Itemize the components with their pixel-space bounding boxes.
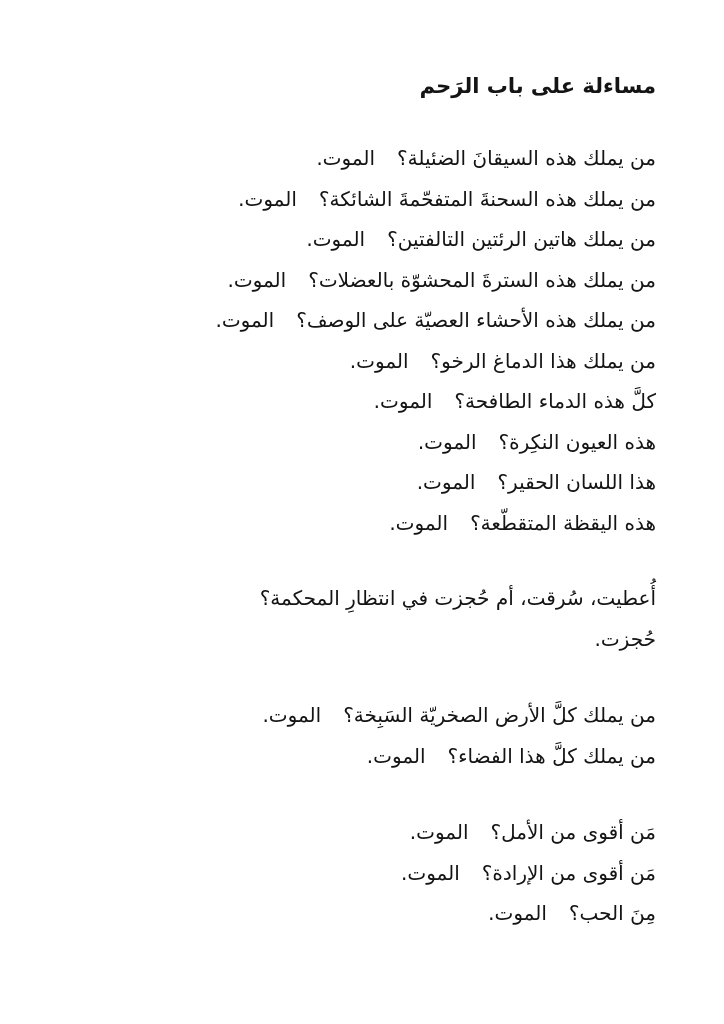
- verse-question: من يملك هذا الدماغ الرخو؟: [430, 348, 656, 373]
- verse-answer: الموت.: [389, 510, 449, 535]
- verse-line: [215, 503, 656, 544]
- verse-question: من يملك هذه السيقانَ الضئيلة؟: [397, 146, 656, 170]
- verse-line: [215, 422, 656, 463]
- verse-answer: الموت.: [417, 429, 477, 454]
- verse-question: من يملك هذه الأحشاء العصيّة على الوصف؟: [296, 308, 656, 332]
- verse-line: [401, 812, 656, 853]
- verse-line: [215, 341, 656, 382]
- verse-question: من يملك هاتين الرئتين التالفتين؟: [387, 227, 656, 251]
- stanza-1: [215, 138, 656, 543]
- verse-answer: الموت.: [316, 146, 376, 170]
- verse-question: مِنَ الحب؟: [568, 901, 656, 925]
- verse-answer: الموت.: [488, 901, 547, 925]
- verse-line: [215, 300, 656, 341]
- verse-answer: الموت.: [366, 743, 426, 768]
- verse-answer: الموت.: [349, 348, 409, 373]
- verse-answer: الموت.: [306, 227, 366, 251]
- verse-answer: الموت.: [401, 860, 460, 885]
- verse-question: هذا اللسان الحقير؟: [497, 470, 656, 494]
- verse-line: [215, 260, 656, 301]
- verse-line: [401, 893, 656, 934]
- verse-line: [262, 736, 656, 777]
- verse-line: [215, 219, 656, 260]
- verse-question: مَن أقوى من الأمل؟: [490, 820, 656, 844]
- verse-line: [401, 853, 656, 894]
- verse-answer: الموت.: [262, 703, 322, 727]
- stanza-3: [262, 695, 656, 776]
- verse-line: [215, 381, 656, 422]
- stanza-2: [260, 578, 656, 659]
- verse-answer: الموت.: [409, 820, 469, 844]
- poem-title: مساءلة على باب الرَحم: [419, 74, 656, 98]
- verse-question: من يملك كلَّ هذا الفضاء؟: [447, 743, 656, 768]
- stanza-4: [401, 812, 656, 934]
- verse-line: [215, 179, 656, 220]
- verse-answer: الموت.: [227, 267, 287, 292]
- verse-answer: الموت.: [416, 470, 476, 494]
- verse-line: [215, 138, 656, 179]
- verse-question: هذه العيون النكِرة؟: [498, 429, 656, 454]
- verse-line: [262, 695, 656, 736]
- verse-question: كلَّ هذه الدماء الطافحة؟: [454, 389, 656, 413]
- verse-question: مَن أقوى من الإرادة؟: [481, 860, 656, 885]
- verse-line: حُجزت.: [594, 626, 656, 651]
- verse-question: من يملك كلَّ الأرض الصخريّة السَبِخة؟: [343, 703, 656, 727]
- verse-question: من يملك هذه السحنةَ المتفحّمةَ الشائكة؟: [318, 186, 656, 211]
- verse-answer: الموت.: [238, 186, 297, 211]
- verse-answer: الموت.: [215, 308, 275, 332]
- verse-question: هذه اليقظة المتقطّعة؟: [470, 510, 656, 535]
- verse-question: من يملك هذه السترةَ المحشوّة بالعضلات؟: [308, 267, 656, 292]
- verse-answer: الموت.: [373, 389, 433, 413]
- verse-line: [215, 462, 656, 503]
- verse-line: أُعطيت، سُرقت، أم حُجزت في انتظارِ المحكمة؟: [259, 586, 656, 610]
